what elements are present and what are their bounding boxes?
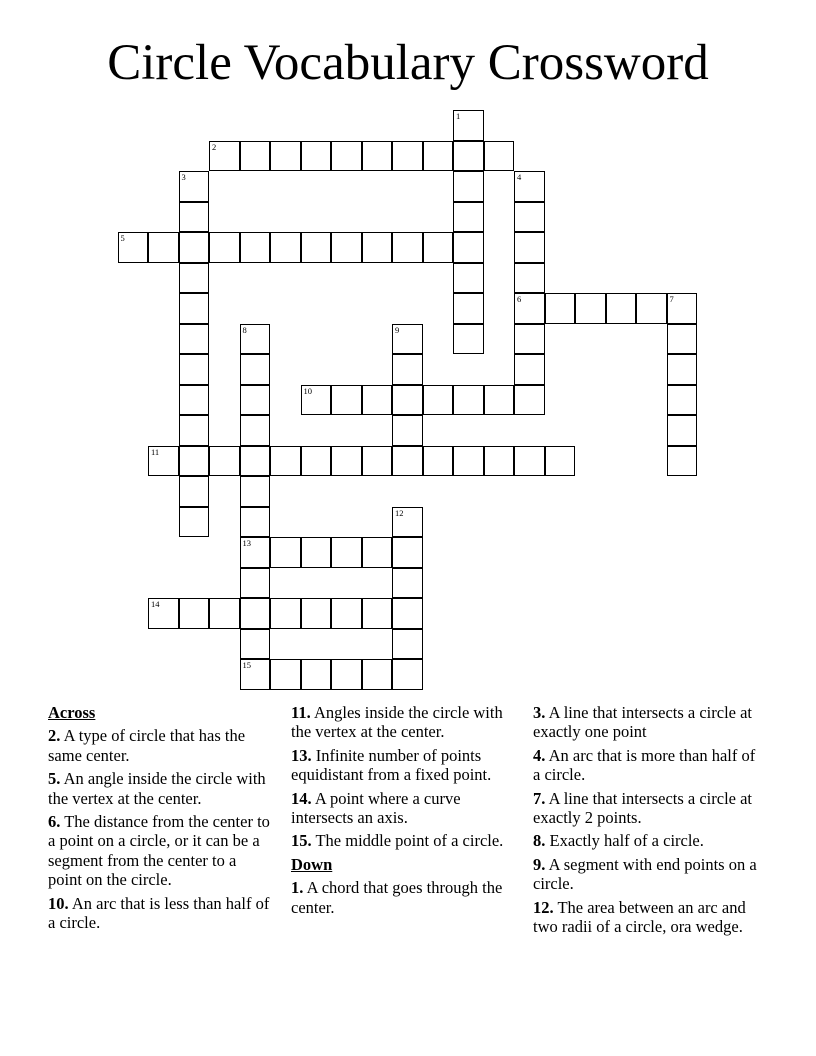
- grid-cell[interactable]: [240, 629, 271, 660]
- grid-cell[interactable]: [270, 232, 301, 263]
- grid-cell[interactable]: [392, 385, 423, 416]
- grid-cell[interactable]: [453, 141, 484, 172]
- grid-cell[interactable]: [240, 476, 271, 507]
- grid-cell[interactable]: [301, 385, 332, 416]
- grid-cell[interactable]: [545, 293, 576, 324]
- grid-cell[interactable]: [209, 446, 240, 477]
- grid-cell[interactable]: [514, 171, 545, 202]
- grid-cell[interactable]: [179, 171, 210, 202]
- grid-cell[interactable]: [423, 141, 454, 172]
- grid-cell[interactable]: [331, 659, 362, 690]
- grid-cell[interactable]: [362, 446, 393, 477]
- grid-cell[interactable]: [331, 385, 362, 416]
- grid-cell[interactable]: [392, 141, 423, 172]
- clue-down-7: 7. A line that intersects a circle at exactly 2 points.: [533, 788, 753, 828]
- grid-cell[interactable]: [392, 537, 423, 568]
- grid-cell[interactable]: [362, 385, 393, 416]
- grid-cell[interactable]: [392, 446, 423, 477]
- clue-across-5: 5. An angle inside the circle with the vertex at the center.: [48, 769, 266, 808]
- clue-across-2: 2. A type of circle that has the same center.: [48, 726, 246, 765]
- across-heading: Across: [48, 703, 96, 722]
- grid-cell[interactable]: [240, 446, 271, 477]
- grid-cell[interactable]: [392, 354, 423, 385]
- grid-cell[interactable]: [514, 354, 545, 385]
- grid-cell[interactable]: [179, 202, 210, 233]
- grid-cell[interactable]: [270, 446, 301, 477]
- grid-cell[interactable]: [270, 141, 301, 172]
- grid-cell[interactable]: [453, 446, 484, 477]
- grid-cell[interactable]: [667, 415, 698, 446]
- grid-cell[interactable]: [179, 385, 210, 416]
- grid-cell[interactable]: [514, 324, 545, 355]
- grid-cell[interactable]: [148, 232, 179, 263]
- grid-cell[interactable]: [453, 171, 484, 202]
- grid-cell[interactable]: [667, 354, 698, 385]
- grid-cell[interactable]: [331, 232, 362, 263]
- grid-cell[interactable]: [667, 293, 698, 324]
- cell-number: 4: [517, 172, 522, 182]
- grid-cell[interactable]: [362, 598, 393, 629]
- grid-cell[interactable]: [179, 232, 210, 263]
- grid-cell[interactable]: [362, 141, 393, 172]
- cell-number: 12: [395, 507, 404, 518]
- clues-column-1: [48, 703, 273, 936]
- grid-cell[interactable]: [453, 263, 484, 294]
- grid-cell[interactable]: [240, 415, 271, 446]
- grid-cell[interactable]: [240, 568, 271, 599]
- clues-column-3: [533, 703, 758, 940]
- grid-cell[interactable]: [636, 293, 667, 324]
- clue-down-9: 9. A segment with end points on a circle.: [533, 854, 757, 894]
- grid-cell[interactable]: [240, 232, 271, 263]
- grid-cell[interactable]: [179, 507, 210, 538]
- clue-down-3: 3. A line that intersects a circle at exactly one point: [533, 703, 753, 742]
- cell-number: 3: [181, 172, 186, 182]
- grid-cell[interactable]: [484, 141, 515, 172]
- grid-cell[interactable]: [179, 446, 210, 477]
- grid-cell[interactable]: [392, 232, 423, 263]
- cell-number: 2: [212, 141, 217, 152]
- grid-cell[interactable]: [484, 446, 515, 477]
- grid-cell[interactable]: [179, 598, 210, 629]
- clue-across-14: 14. A point where a curve intersects an axis.: [291, 788, 461, 828]
- cell-number: 15: [242, 660, 251, 670]
- grid-cell[interactable]: [545, 446, 576, 477]
- cell-number: 13: [242, 538, 251, 548]
- grid-cell[interactable]: [179, 293, 210, 324]
- grid-cell[interactable]: [209, 232, 240, 263]
- grid-cell[interactable]: [179, 354, 210, 385]
- grid-cell[interactable]: [453, 232, 484, 263]
- grid-cell[interactable]: [118, 232, 149, 263]
- down-heading: Down: [291, 854, 333, 874]
- grid-cell[interactable]: [270, 537, 301, 568]
- grid-cell[interactable]: [331, 598, 362, 629]
- grid-cell[interactable]: [606, 293, 637, 324]
- grid-cell[interactable]: [575, 293, 606, 324]
- clue-down-1: 1. A chord that goes through the center.: [291, 878, 503, 917]
- grid-cell[interactable]: [362, 537, 393, 568]
- grid-cell[interactable]: [423, 232, 454, 263]
- grid-cell[interactable]: [667, 446, 698, 477]
- grid-cell[interactable]: [453, 202, 484, 233]
- grid-cell[interactable]: [179, 415, 210, 446]
- grid-cell[interactable]: [362, 232, 393, 263]
- grid-cell[interactable]: [331, 141, 362, 172]
- grid-cell[interactable]: [240, 354, 271, 385]
- grid-cell[interactable]: [667, 385, 698, 416]
- grid-cell[interactable]: [240, 537, 271, 568]
- page-title: Circle Vocabulary Crossword: [107, 35, 709, 91]
- grid-cell[interactable]: [514, 263, 545, 294]
- grid-cell[interactable]: [270, 659, 301, 690]
- grid-cell[interactable]: [240, 385, 271, 416]
- cell-number: 1: [456, 111, 461, 121]
- grid-cell[interactable]: [453, 110, 484, 141]
- grid-cell[interactable]: [240, 141, 271, 172]
- grid-cell[interactable]: [423, 385, 454, 416]
- grid-cell[interactable]: [240, 598, 271, 629]
- grid-cell[interactable]: [240, 507, 271, 538]
- cell-number: 5: [120, 233, 125, 243]
- grid-cell[interactable]: [331, 446, 362, 477]
- grid-cell[interactable]: [301, 446, 332, 477]
- cell-number: 9: [395, 324, 400, 335]
- grid-cell[interactable]: [362, 659, 393, 690]
- grid-cell[interactable]: [514, 385, 545, 416]
- grid-cell[interactable]: [453, 293, 484, 324]
- clue-across-10: 10. An arc that is less than half of a circle.: [48, 893, 270, 933]
- clue-across-13: 13. Infinite number of points equidistant from a fixed point.: [291, 745, 492, 785]
- cell-number: 14: [151, 599, 160, 609]
- grid-cell[interactable]: [209, 598, 240, 629]
- grid-cell[interactable]: [240, 659, 271, 690]
- grid-cell[interactable]: [453, 385, 484, 416]
- grid-cell[interactable]: [514, 232, 545, 263]
- grid-cell[interactable]: [392, 568, 423, 599]
- clue-across-15: 15. The middle point of a circle.: [291, 831, 504, 851]
- grid-cell[interactable]: [270, 598, 301, 629]
- grid-cell[interactable]: [331, 537, 362, 568]
- grid-cell[interactable]: [667, 324, 698, 355]
- grid-cell[interactable]: [392, 659, 423, 690]
- grid-cell[interactable]: [484, 385, 515, 416]
- cell-number: 11: [151, 446, 160, 457]
- clue-across-11: 11. Angles inside the circle with the vertex at the center.: [291, 703, 503, 742]
- grid-cell[interactable]: [301, 598, 332, 629]
- grid-cell[interactable]: [392, 324, 423, 355]
- grid-cell[interactable]: [423, 446, 454, 477]
- grid-cell[interactable]: [179, 324, 210, 355]
- cell-number: 10: [303, 385, 312, 396]
- grid-cell[interactable]: [148, 446, 179, 477]
- grid-cell[interactable]: [392, 415, 423, 446]
- grid-cell[interactable]: [301, 659, 332, 690]
- cell-number: 6: [517, 294, 522, 304]
- clue-across-6: 6. The distance from the center to a point on a circle, or it can be a segment from the center to a point on the circle.: [48, 812, 270, 890]
- grid-cell[interactable]: [514, 446, 545, 477]
- grid-cell[interactable]: [453, 324, 484, 355]
- grid-cell[interactable]: [301, 232, 332, 263]
- cell-number: 7: [669, 294, 674, 304]
- grid-cell[interactable]: [301, 141, 332, 172]
- grid-cell[interactable]: [179, 476, 210, 507]
- grid-cell[interactable]: [148, 598, 179, 629]
- cell-number: 8: [242, 324, 247, 335]
- grid-cell[interactable]: [209, 141, 240, 172]
- grid-cell[interactable]: [301, 537, 332, 568]
- clue-down-4: 4. An arc that is more than half of a circle.: [533, 745, 756, 785]
- grid-cell[interactable]: [514, 202, 545, 233]
- grid-cell[interactable]: [240, 324, 271, 355]
- clue-down-8: 8. Exactly half of a circle.: [533, 831, 704, 851]
- grid-cell[interactable]: [179, 263, 210, 294]
- clue-down-12: 12. The area between an arc and two radii of a circle, ora wedge.: [533, 897, 746, 937]
- grid-cell[interactable]: [392, 598, 423, 629]
- grid-cell[interactable]: [392, 629, 423, 660]
- grid-cell[interactable]: [514, 293, 545, 324]
- grid-cell[interactable]: [392, 507, 423, 538]
- clues-column-2: [291, 703, 516, 921]
